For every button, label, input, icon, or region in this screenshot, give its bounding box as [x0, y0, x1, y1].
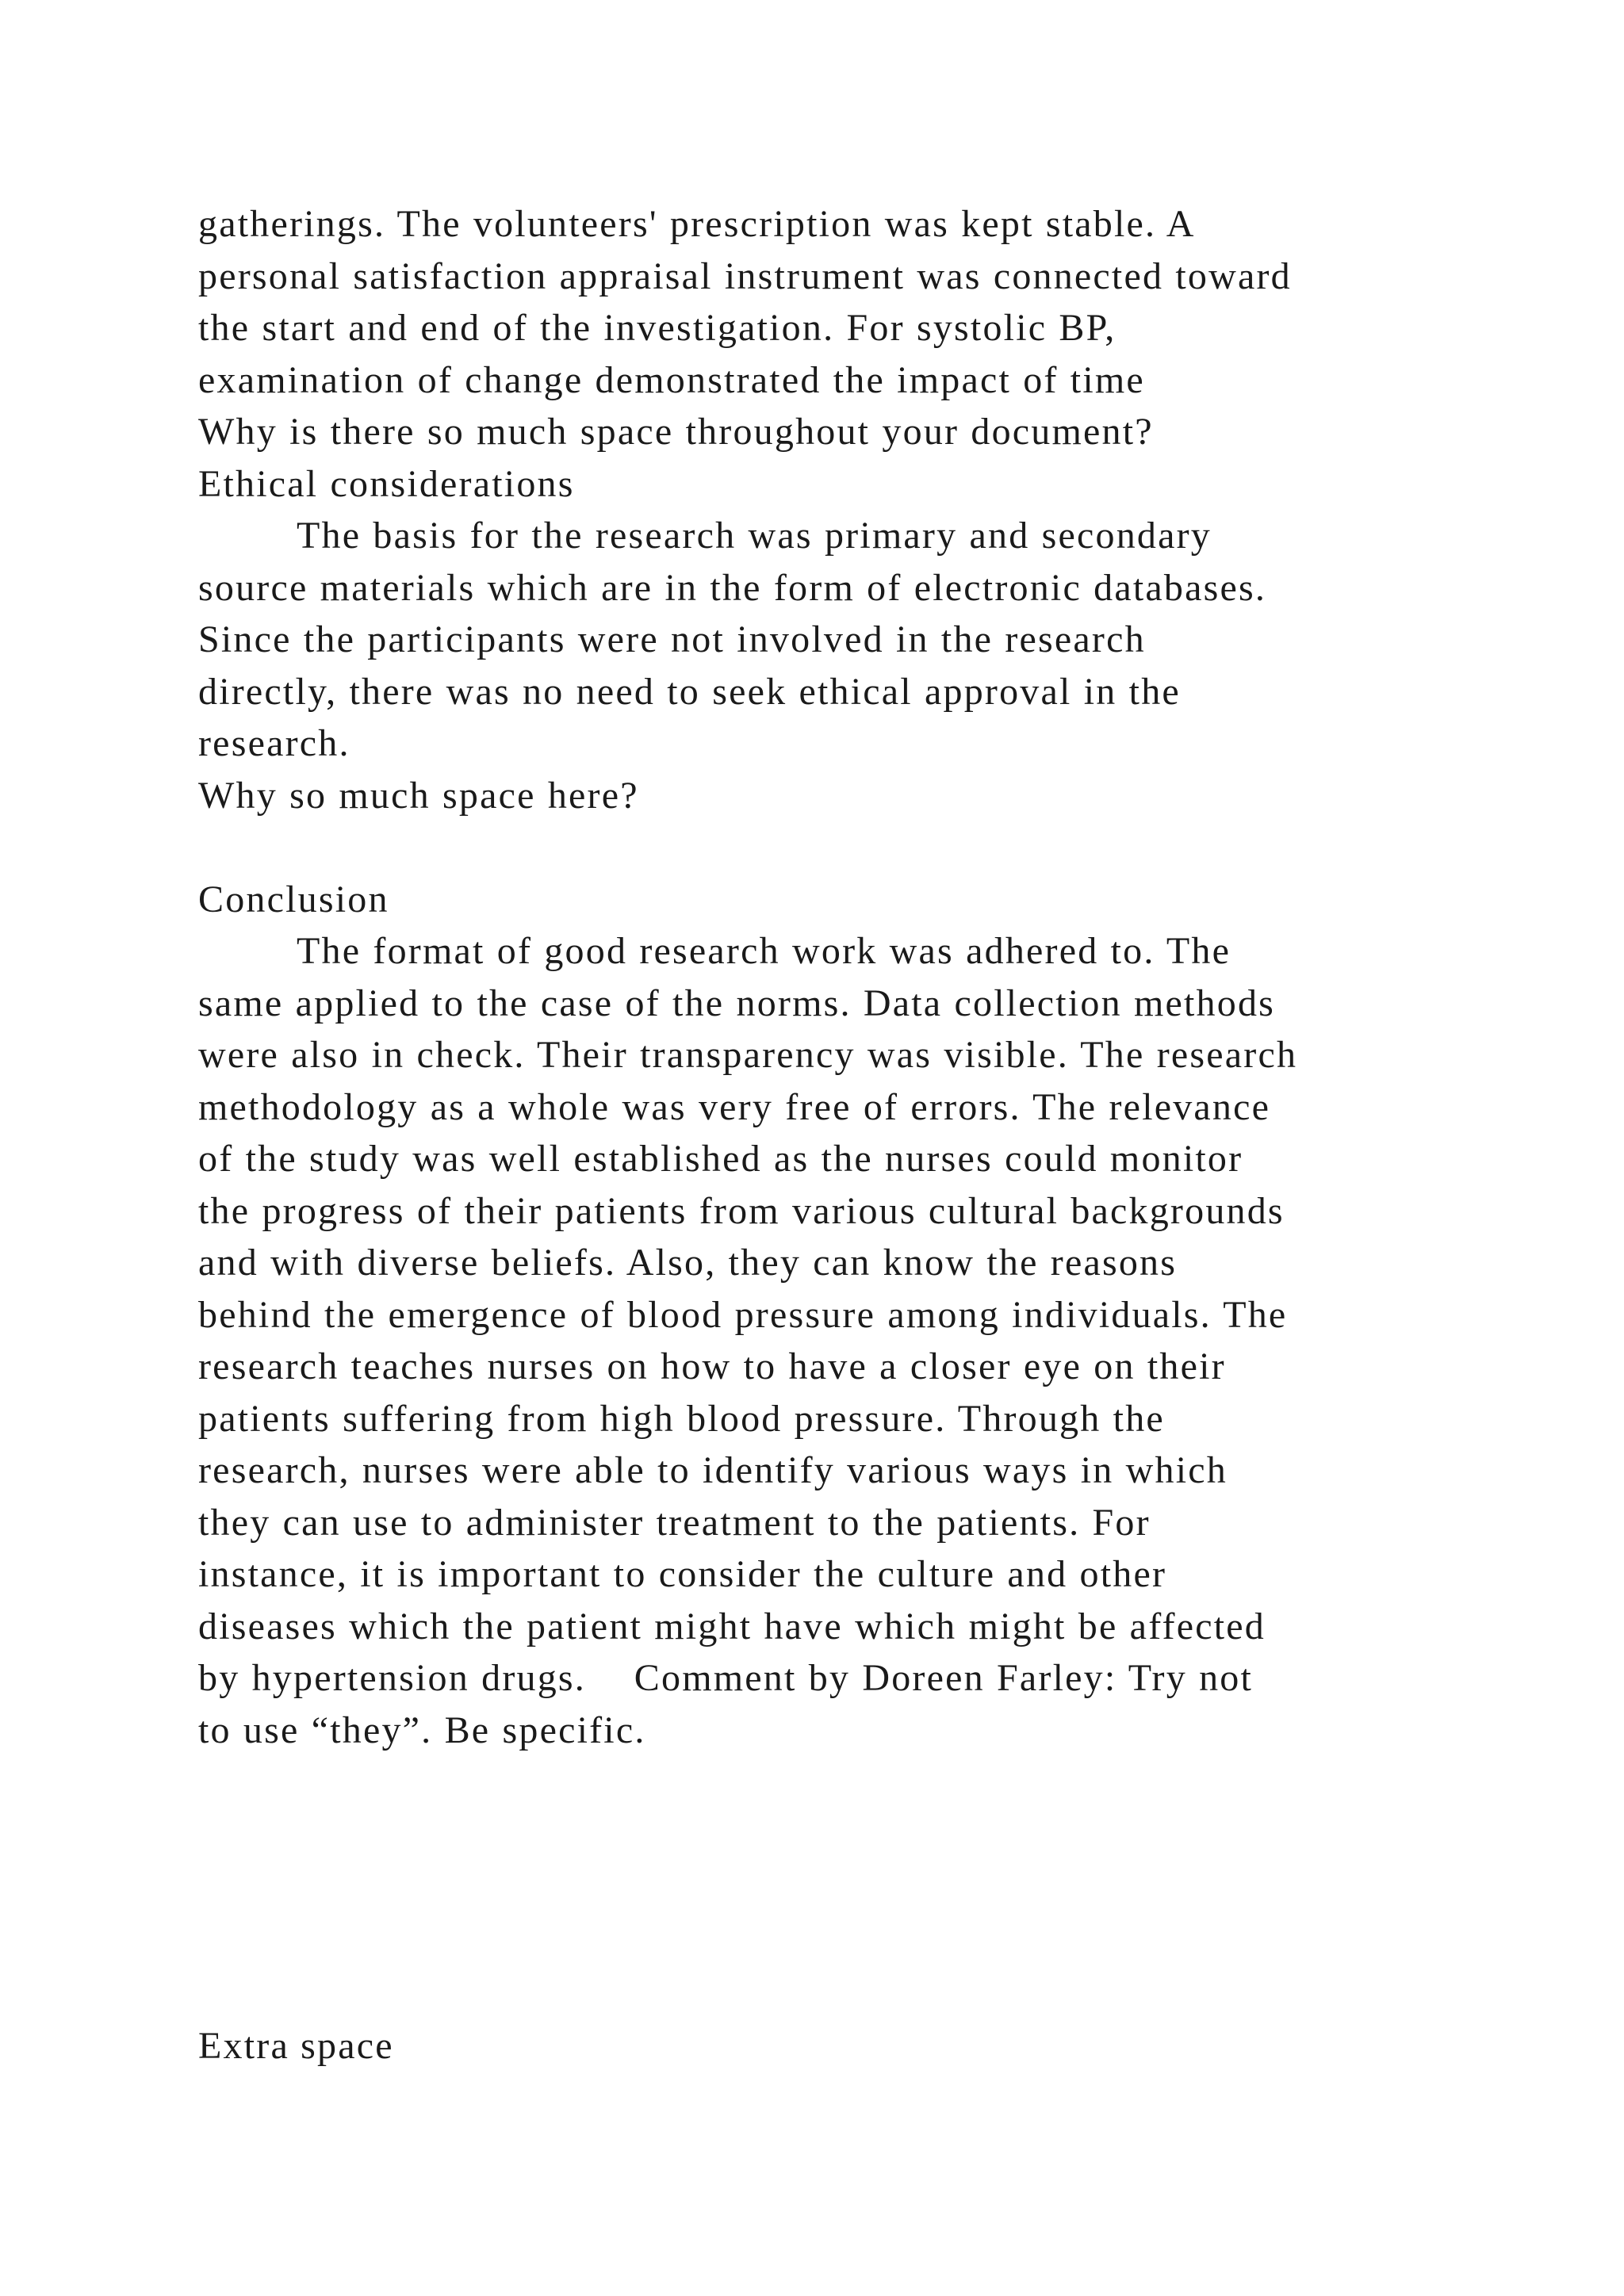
body-line: personal satisfaction appraisal instrument was connected toward [198, 254, 1292, 297]
body-line: directly, there was no need to seek ethical approval in the [198, 670, 1181, 713]
body-line: behind the emergence of blood pressure among individuals. The [198, 1293, 1288, 1336]
body-line-with-comment: by hypertension drugs. Comment by Doreen Farley: Try not [198, 1657, 1254, 1699]
blank-line [198, 821, 1467, 874]
body-line: same applied to the case of the norms. Data collection methods [198, 982, 1276, 1024]
body-line: were also in check. Their transparency was visible. The research [198, 1034, 1298, 1076]
body-line: research. [198, 722, 350, 764]
body-line: research teaches nurses on how to have a closer eye on their [198, 1345, 1226, 1387]
body-line: gatherings. The volunteers' prescription was kept stable. A [198, 203, 1196, 245]
body-line: diseases which the patient might have which might be affected [198, 1605, 1266, 1647]
body-line: instance, it is important to consider the culture and other [198, 1553, 1167, 1595]
body-line: patients suffering from high blood pressure. Through the [198, 1397, 1165, 1440]
document-body [198, 198, 1467, 1756]
body-line: methodology as a whole was very free of errors. The relevance [198, 1085, 1271, 1128]
body-line: The basis for the research was primary and secondary [297, 515, 1212, 557]
body-line: and with diverse beliefs. Also, they can know the reasons [198, 1242, 1178, 1284]
body-line: the start and end of the investigation. For systolic BP, [198, 307, 1116, 349]
body-line: to use “they”. Be specific. [198, 1709, 646, 1751]
body-line: The format of good research work was adhered to. The [297, 930, 1231, 972]
body-line: the progress of their patients from various cultural backgrounds [198, 1189, 1285, 1232]
body-line: Since the participants were not involved in the research [198, 618, 1146, 660]
body-line: source materials which are in the form of electronic databases. [198, 566, 1267, 609]
reviewer-note-space-here: Why so much space here? [198, 774, 639, 817]
body-line: examination of change demonstrated the impact of time [198, 358, 1145, 401]
body-line: research, nurses were able to identify various ways in which [198, 1449, 1228, 1491]
reviewer-note-spacing: Why is there so much space throughout your document? [198, 411, 1154, 453]
extra-space-note: Extra space [198, 2025, 394, 2067]
body-line: they can use to administer treatment to the patients. For [198, 1501, 1151, 1544]
section-heading-ethical-considerations: Ethical considerations [198, 462, 575, 505]
section-heading-conclusion: Conclusion [198, 878, 389, 920]
body-line: of the study was well established as the nurses could monitor [198, 1138, 1243, 1180]
